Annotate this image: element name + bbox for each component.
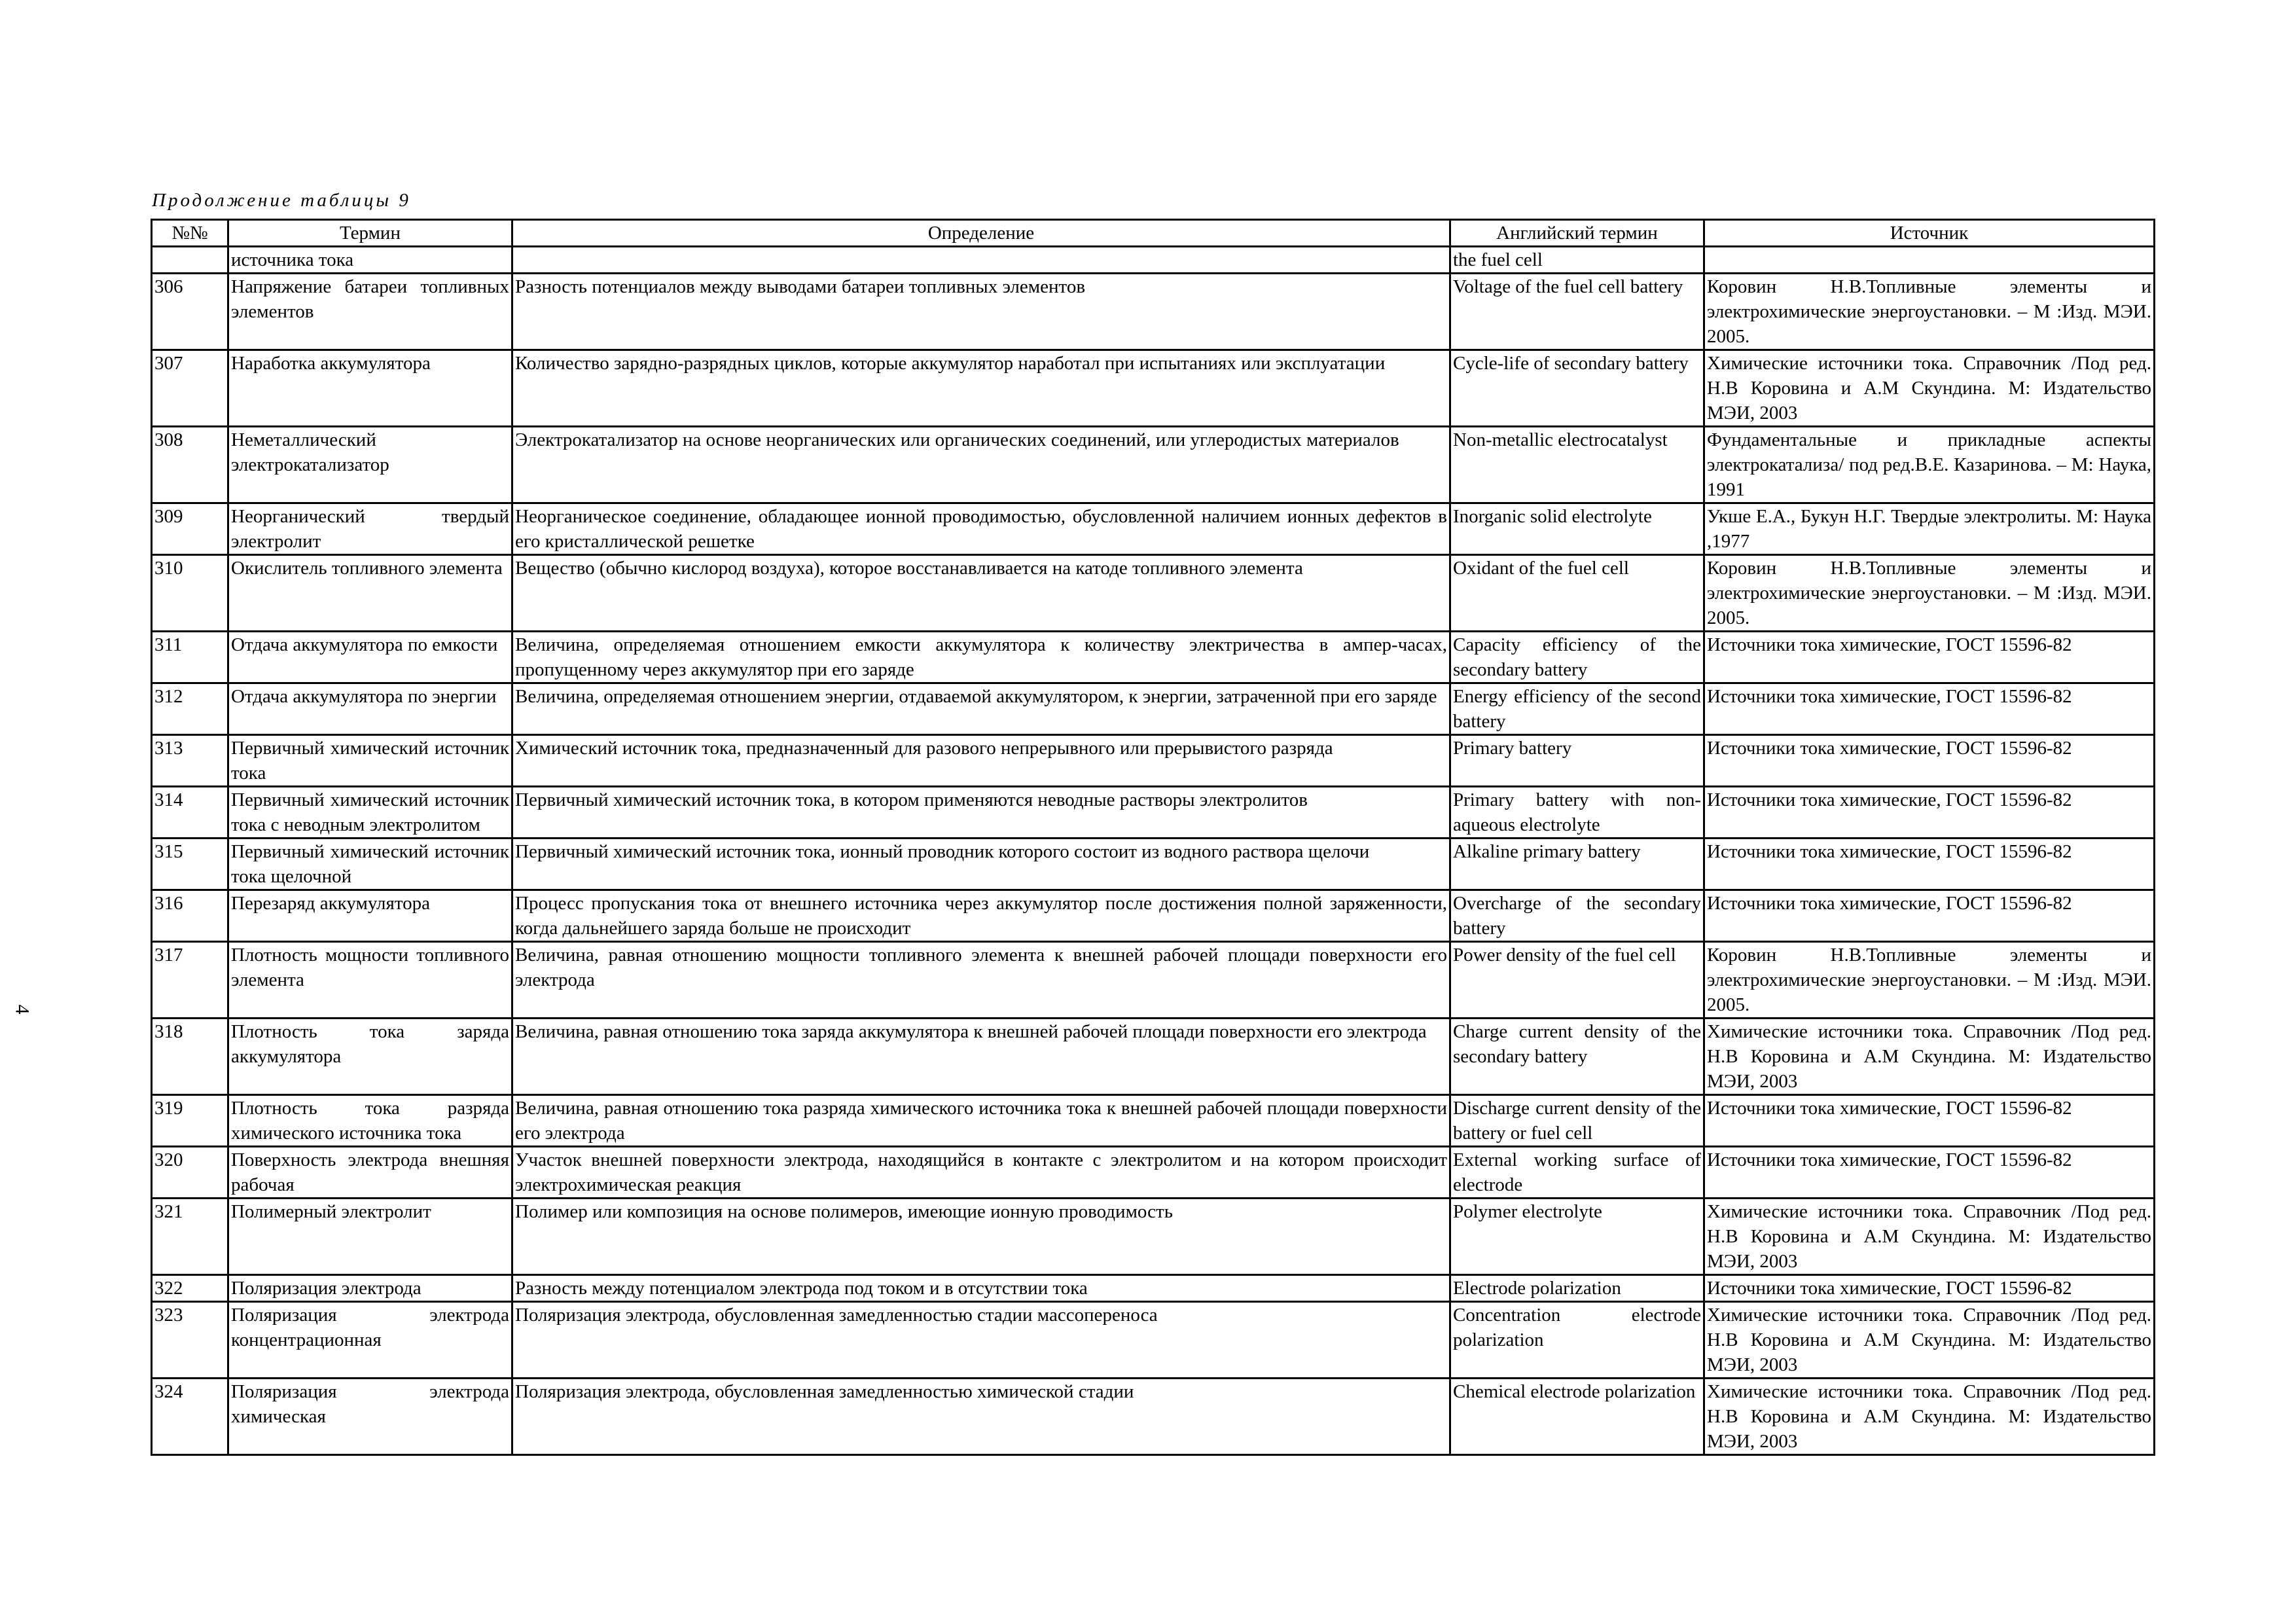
row-definition: Первичный химический источник тока, в котором применяются неводные растворы электролитов	[512, 787, 1450, 839]
table-caption: Продолжение таблицы 9	[152, 190, 411, 211]
row-number: 318	[152, 1019, 228, 1095]
row-english-term: Concentration electrode polarization	[1450, 1302, 1704, 1379]
row-english-term: Energy efficiency of the second battery	[1450, 683, 1704, 735]
row-number: 314	[152, 787, 228, 839]
row-term: Полимерный электролит	[228, 1199, 512, 1275]
table-row	[152, 503, 2155, 555]
row-source	[1704, 247, 2155, 274]
row-term: Окислитель топливного элемента	[228, 555, 512, 632]
row-term: Поляризация электрода	[228, 1275, 512, 1302]
row-source: Коровин Н.В.Топливные элементы и электрохимические энергоустановки. – М :Изд. МЭИ. 2005.	[1704, 555, 2155, 632]
table-row	[152, 1147, 2155, 1199]
table-row	[152, 839, 2155, 890]
table-row	[152, 350, 2155, 427]
row-definition: Вещество (обычно кислород воздуха), которое восстанавливается на катоде топливного элемента	[512, 555, 1450, 632]
row-source: Коровин Н.В.Топливные элементы и электрохимические энергоустановки. – М :Изд. МЭИ. 2005.	[1704, 274, 2155, 350]
table-row	[152, 555, 2155, 632]
row-definition: Участок внешней поверхности электрода, находящийся в контакте с электролитом и на котором происходит электрохимическая реакция	[512, 1147, 1450, 1199]
row-source: Коровин Н.В.Топливные элементы и электрохимические энергоустановки. – М :Изд. МЭИ. 2005.	[1704, 942, 2155, 1019]
row-term: Первичный химический источник тока щелочной	[228, 839, 512, 890]
row-definition: Электрокатализатор на основе неорганических или органических соединений, или углеродистых материалов	[512, 427, 1450, 503]
row-definition: Величина, определяемая отношением энергии, отдаваемой аккумулятором, к энергии, затраченной при его заряде	[512, 683, 1450, 735]
row-definition: Величина, равная отношению мощности топливного элемента к внешней рабочей площади поверхности его электрода	[512, 942, 1450, 1019]
row-term: Напряжение батареи топливных элементов	[228, 274, 512, 350]
row-term: Поляризация электрода химическая	[228, 1379, 512, 1455]
row-english-term: Chemical electrode polarization	[1450, 1379, 1704, 1455]
row-source: Источники тока химические, ГОСТ 15596-82	[1704, 1095, 2155, 1147]
row-number: 309	[152, 503, 228, 555]
row-number: 322	[152, 1275, 228, 1302]
row-term: Отдача аккумулятора по энергии	[228, 683, 512, 735]
table-row	[152, 1379, 2155, 1455]
row-english-term: Overcharge of the secondary battery	[1450, 890, 1704, 942]
row-definition: Поляризация электрода, обусловленная замедленностью стадии массопереноса	[512, 1302, 1450, 1379]
table-row	[152, 1302, 2155, 1379]
row-number: 317	[152, 942, 228, 1019]
row-source: Источники тока химические, ГОСТ 15596-82	[1704, 1147, 2155, 1199]
row-term: Перезаряд аккумулятора	[228, 890, 512, 942]
row-definition	[512, 247, 1450, 274]
row-term: Поляризация электрода концентрационная	[228, 1302, 512, 1379]
row-term: Первичный химический источник тока	[228, 735, 512, 787]
row-english-term: Discharge current density of the battery or fuel cell	[1450, 1095, 1704, 1147]
row-number: 316	[152, 890, 228, 942]
row-source: Фундаментальные и прикладные аспекты электрокатализа/ под ред.В.Е. Казаринова. – М: Наука, 1991	[1704, 427, 2155, 503]
row-number: 310	[152, 555, 228, 632]
row-number: 320	[152, 1147, 228, 1199]
row-source: Химические источники тока. Справочник /Под ред. Н.В Коровина и А.М Скундина. М: Издательство МЭИ, 2003	[1704, 1019, 2155, 1095]
row-english-term: Polymer electrolyte	[1450, 1199, 1704, 1275]
table-row	[152, 247, 2155, 274]
header-term: Термин	[228, 220, 512, 247]
header-number: №№	[152, 220, 228, 247]
row-source: Источники тока химические, ГОСТ 15596-82	[1704, 632, 2155, 683]
row-source: Укше Е.А., Букун Н.Г. Твердые электролиты. М: Наука ,1977	[1704, 503, 2155, 555]
row-number: 319	[152, 1095, 228, 1147]
row-english-term: Primary battery	[1450, 735, 1704, 787]
row-definition: Величина, равная отношению тока заряда аккумулятора к внешней рабочей площади поверхности его электрода	[512, 1019, 1450, 1095]
row-english-term: External working surface of electrode	[1450, 1147, 1704, 1199]
row-english-term: Alkaline primary battery	[1450, 839, 1704, 890]
row-english-term: Inorganic solid electrolyte	[1450, 503, 1704, 555]
row-english-term: Charge current density of the secondary battery	[1450, 1019, 1704, 1095]
row-source: Источники тока химические, ГОСТ 15596-82	[1704, 683, 2155, 735]
row-definition: Неорганическое соединение, обладающее ионной проводимостью, обусловленной наличием ионных дефектов в его кристаллической решетке	[512, 503, 1450, 555]
row-definition: Химический источник тока, предназначенный для разового непрерывного или прерывистого разряда	[512, 735, 1450, 787]
table-header	[152, 220, 2155, 247]
header-source: Источник	[1704, 220, 2155, 247]
row-source: Химические источники тока. Справочник /Под ред. Н.В Коровина и А.М Скундина. М: Издательство МЭИ, 2003	[1704, 1199, 2155, 1275]
row-term: Наработка аккумулятора	[228, 350, 512, 427]
row-english-term: Non-metallic electrocatalyst	[1450, 427, 1704, 503]
row-english-term: Primary battery with non-aqueous electrolyte	[1450, 787, 1704, 839]
header-english-term: Английский термин	[1450, 220, 1704, 247]
row-source: Химические источники тока. Справочник /Под ред. Н.В Коровина и А.М Скундина. М: Издательство МЭИ, 2003	[1704, 1379, 2155, 1455]
terms-table	[151, 219, 2155, 1456]
row-number: 307	[152, 350, 228, 427]
row-definition: Количество зарядно-разрядных циклов, которые аккумулятор наработал при испытаниях или эксплуатации	[512, 350, 1450, 427]
row-term: источника тока	[228, 247, 512, 274]
table-row	[152, 1199, 2155, 1275]
row-term: Отдача аккумулятора по емкости	[228, 632, 512, 683]
table-row	[152, 787, 2155, 839]
row-number: 308	[152, 427, 228, 503]
table-row	[152, 1275, 2155, 1302]
table-row	[152, 274, 2155, 350]
table-row	[152, 632, 2155, 683]
row-term: Поверхность электрода внешняя рабочая	[228, 1147, 512, 1199]
row-number: 313	[152, 735, 228, 787]
row-english-term: Voltage of the fuel cell battery	[1450, 274, 1704, 350]
row-term: Плотность мощности топливного элемента	[228, 942, 512, 1019]
row-number: 321	[152, 1199, 228, 1275]
row-source: Химические источники тока. Справочник /Под ред. Н.В Коровина и А.М Скундина. М: Издательство МЭИ, 2003	[1704, 1302, 2155, 1379]
table-row	[152, 1095, 2155, 1147]
table-row	[152, 735, 2155, 787]
row-number	[152, 247, 228, 274]
row-definition: Разность потенциалов между выводами батареи топливных элементов	[512, 274, 1450, 350]
row-source: Химические источники тока. Справочник /Под ред. Н.В Коровина и А.М Скундина. М: Издательство МЭИ, 2003	[1704, 350, 2155, 427]
row-english-term: Capacity efficiency of the secondary battery	[1450, 632, 1704, 683]
row-definition: Полимер или композиция на основе полимеров, имеющие ионную проводимость	[512, 1199, 1450, 1275]
row-term: Первичный химический источник тока с неводным электролитом	[228, 787, 512, 839]
row-term: Неметаллический электрокатализатор	[228, 427, 512, 503]
row-source: Источники тока химические, ГОСТ 15596-82	[1704, 735, 2155, 787]
row-number: 311	[152, 632, 228, 683]
row-term: Плотность тока заряда аккумулятора	[228, 1019, 512, 1095]
row-number: 324	[152, 1379, 228, 1455]
row-english-term: Oxidant of the fuel cell	[1450, 555, 1704, 632]
table-body	[152, 247, 2155, 1455]
row-english-term: Cycle-life of secondary battery	[1450, 350, 1704, 427]
table-row	[152, 683, 2155, 735]
row-definition: Поляризация электрода, обусловленная замедленностью химической стадии	[512, 1379, 1450, 1455]
row-definition: Первичный химический источник тока, ионный проводник которого состоит из водного раствора щелочи	[512, 839, 1450, 890]
row-definition: Процесс пропускания тока от внешнего источника через аккумулятор после достижения полной заряженности, когда дальнейшего заряда больше не происходит	[512, 890, 1450, 942]
row-english-term: Power density of the fuel cell	[1450, 942, 1704, 1019]
row-source: Источники тока химические, ГОСТ 15596-82	[1704, 787, 2155, 839]
row-number: 306	[152, 274, 228, 350]
row-source: Источники тока химические, ГОСТ 15596-82	[1704, 1275, 2155, 1302]
row-definition: Величина, равная отношению тока разряда химического источника тока к внешней рабочей площади поверхности его электрода	[512, 1095, 1450, 1147]
table-row	[152, 1019, 2155, 1095]
row-number: 315	[152, 839, 228, 890]
row-term: Плотность тока разряда химического источника тока	[228, 1095, 512, 1147]
row-number: 312	[152, 683, 228, 735]
row-english-term: Electrode polarization	[1450, 1275, 1704, 1302]
row-source: Источники тока химические, ГОСТ 15596-82	[1704, 839, 2155, 890]
row-number: 323	[152, 1302, 228, 1379]
header-definition: Определение	[512, 220, 1450, 247]
header-row	[152, 220, 2155, 247]
row-english-term: the fuel cell	[1450, 247, 1704, 274]
row-term: Неорганический твердый электролит	[228, 503, 512, 555]
table-row	[152, 427, 2155, 503]
row-source: Источники тока химические, ГОСТ 15596-82	[1704, 890, 2155, 942]
table-row	[152, 942, 2155, 1019]
page-number: 4	[11, 1004, 33, 1015]
table-row	[152, 890, 2155, 942]
row-definition: Разность между потенциалом электрода под током и в отсутствии тока	[512, 1275, 1450, 1302]
row-definition: Величина, определяемая отношением емкости аккумулятора к количеству электричества в ампер-часах, пропущенному через аккумулятор при его заряде	[512, 632, 1450, 683]
